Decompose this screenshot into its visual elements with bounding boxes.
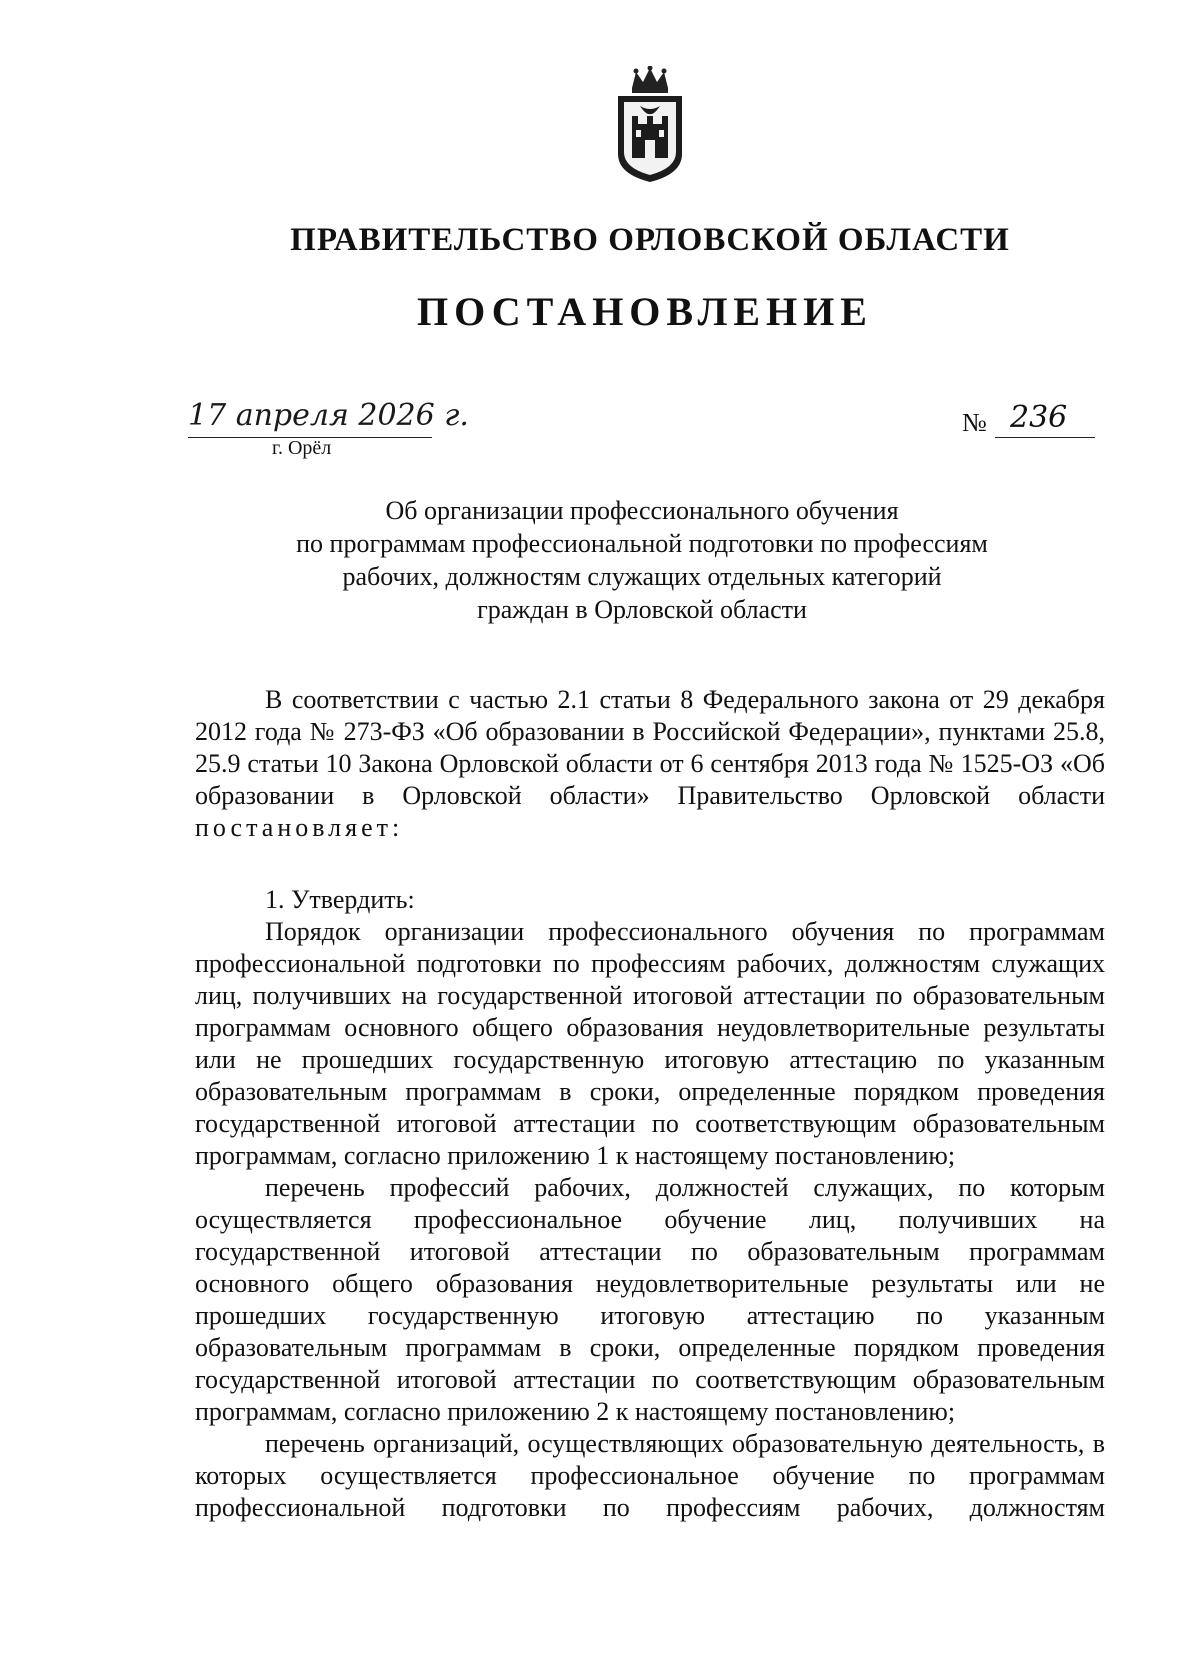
subject-line: граждан в Орловской области — [477, 595, 807, 624]
document-subject — [262, 494, 1022, 626]
subject-line: Об организации профессионального обучения — [385, 496, 899, 525]
handwritten-number: 236 — [1010, 400, 1068, 435]
preamble-text: В соответствии с частью 2.1 статьи 8 Федерального закона от 29 декабря 2012 года № 273-ФЗ «Об образовании в Российской Федерации», пунктами 25.8, 25.9 статьи 10 Закона Орловской области от 6 сентября 2013 года № 1525-ОЗ «Об образовании в Орловской области» Правительство Орловской области — [195, 685, 1105, 810]
item-1-paragraph-procedure: Порядок организации профессионального обучения по программам профессиональной подготовки по профессиям рабочих, должностям служащих лиц, получивших на государственной итоговой аттестации по образовательным программам основного общего образования неудовлетворительные результаты или не прошедших государственную итоговую аттестацию по указанным образовательным программам в сроки, определенные порядком проведения государственной итоговой аттестации по соответствующим образовательным программам, согласно приложению 1 к настоящему постановлению; — [195, 917, 1105, 1170]
coat-of-arms-icon — [610, 66, 690, 184]
document-type-title: ПОСТАНОВЛЕНИЕ — [417, 289, 873, 334]
document-body — [195, 684, 1105, 1524]
number-underline — [995, 437, 1095, 438]
subject-line: рабочих, должностям служащих отдельных категорий — [342, 562, 942, 591]
city-label: г. Орёл — [272, 437, 332, 459]
item-1-paragraph-professions-list: перечень профессий рабочих, должностей служащих, по которым осуществляется профессиональное обучение лиц, получивших на государственной итоговой аттестации по образовательным программам основного общего образования неудовлетворительные результаты или не прошедших государственную итоговую аттестацию по указанным образовательным программам в сроки, определенные порядком проведения государственной итоговой аттестации по соответствующим образовательным программам, согласно приложению 2 к настоящему постановлению; — [195, 1173, 1105, 1426]
number-sign: № — [962, 408, 987, 437]
preamble-paragraph — [195, 684, 1105, 844]
subject-line: по программам профессиональной подготовки по профессиям — [296, 529, 988, 558]
resolves-word: постановляет: — [195, 813, 404, 842]
item-1-paragraph-organizations-list: перечень организаций, осуществляющих образовательную деятельность, в которых осуществляется профессиональное обучение по программам профессиональной подготовки по профессиям рабочих, должностям — [195, 1429, 1105, 1522]
handwritten-date: 17 апреля 2026 г. — [188, 398, 469, 433]
item-1-heading: 1. Утвердить: — [265, 885, 415, 914]
organization-title: ПРАВИТЕЛЬСТВО ОРЛОВСКОЙ ОБЛАСТИ — [290, 222, 1010, 258]
